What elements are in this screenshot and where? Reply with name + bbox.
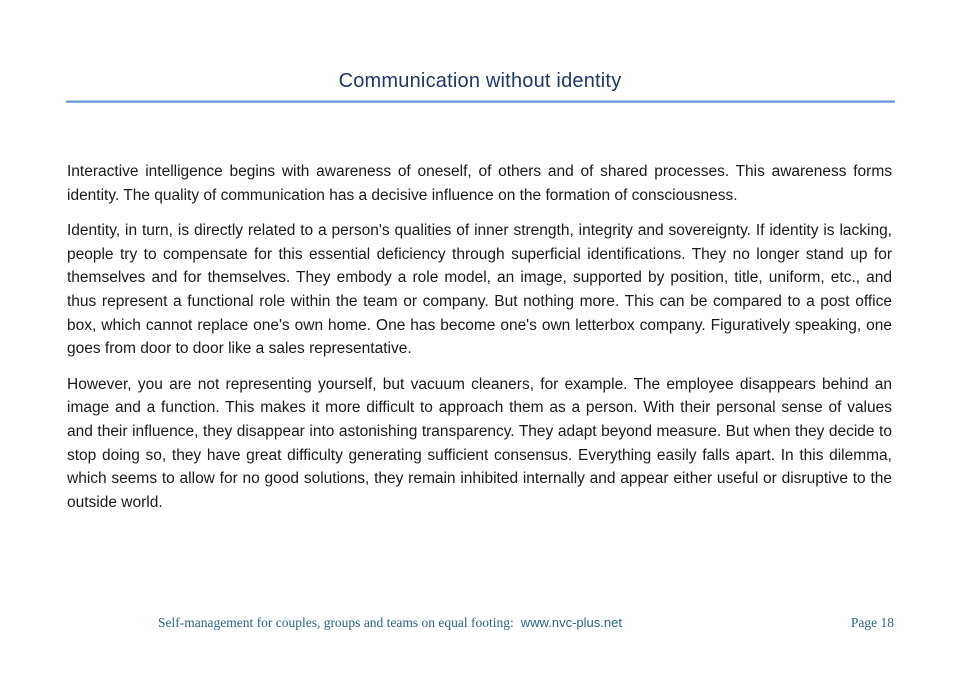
body-paragraph: Identity, in turn, is directly related to a person's qualities of inner strength, integrity and sovereignty. If identity is lacking, people try to compensate for this essential deficiency through superficial identifications. They no longer stand up for themselves and for themselves. They embody a role model, an image, supported by position, title, uniform, etc., and thus represent a functional role within the team or company. But nothing more. This can be compared to a post office box, which cannot replace one's own home. One has become one's own letterbox company. Figuratively speaking, one goes from door to door like a sales representative. bbox=[67, 222, 892, 358]
footer-website-link[interactable]: www.nvc-plus.net bbox=[520, 615, 622, 630]
footer-tagline: Self-management for couples, groups and teams on equal footing: bbox=[158, 615, 514, 630]
document-body bbox=[67, 160, 892, 526]
footer bbox=[158, 615, 622, 631]
page-number: Page 18 bbox=[850, 615, 894, 630]
body-paragraph: Interactive intelligence begins with awareness of oneself, of others and of shared processes. This awareness forms identity. The quality of communication has a decisive influence on the formation of consciousness. bbox=[67, 163, 892, 204]
page-title: Communication without identity bbox=[338, 70, 622, 92]
title-underline-rule bbox=[66, 100, 895, 103]
body-paragraph: However, you are not representing yourself, but vacuum cleaners, for example. The employee disappears behind an image and a function. This makes it more difficult to approach them as a person. With their personal sense of values and their influence, they disappear into astonishing transparency. They adapt beyond measure. But when they decide to stop doing so, they have great difficulty generating sufficient consensus. Everything easily falls apart. In this dilemma, which seems to allow for no good solutions, they remain inhibited internally and appear either useful or disruptive to the outside world. bbox=[67, 375, 892, 511]
